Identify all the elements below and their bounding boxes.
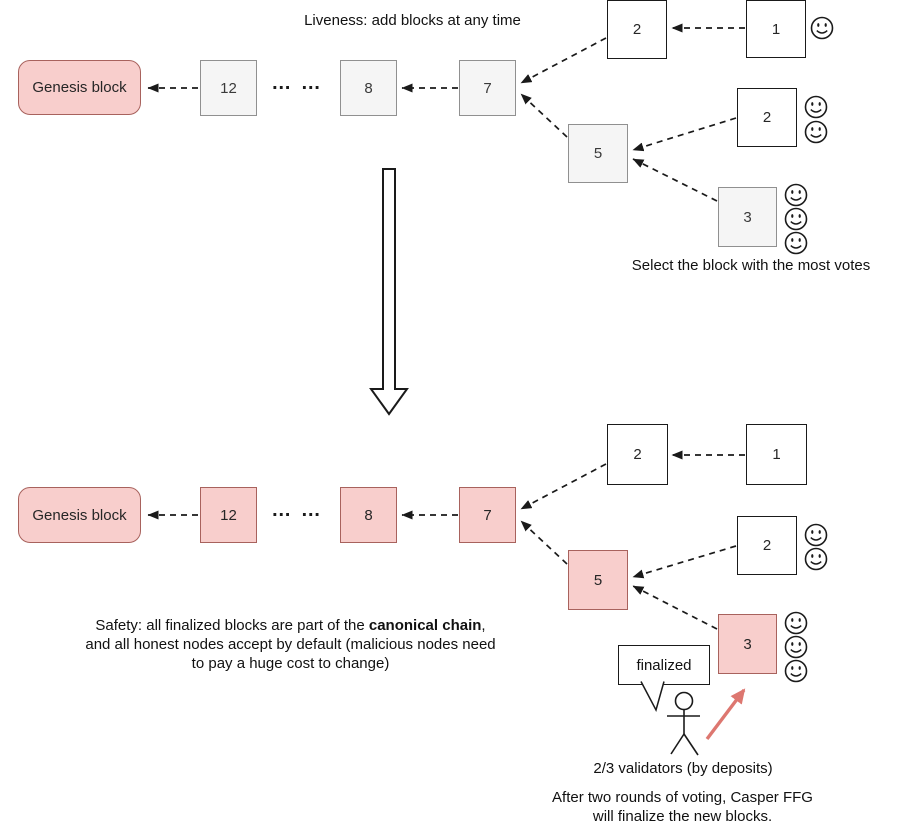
finalized-speech-bubble: finalized <box>618 645 710 685</box>
connector-2v-to-5-bottom <box>633 546 736 577</box>
stick-figure-leg-left <box>671 734 684 754</box>
stick-figure-head <box>676 693 693 710</box>
smiley-face-icon <box>806 122 827 143</box>
chain-ellipsis-bottom: … … <box>271 499 323 521</box>
block-3-bottom: 3 <box>718 614 777 674</box>
block-2-votes-bottom: 2 <box>737 516 797 575</box>
block-3-top: 3 <box>718 187 777 247</box>
footer-line1: After two rounds of voting, Casper FFG <box>552 789 813 806</box>
block-12-top: 12 <box>200 60 257 116</box>
block-7-top: 7 <box>459 60 516 116</box>
block-2-bottom: 2 <box>607 424 668 485</box>
connector-5-to-7-bottom <box>521 521 567 564</box>
smiley-face-icon <box>786 613 807 634</box>
stick-figure-leg-right <box>684 734 698 755</box>
safety-line1-prefix: Safety: all finalized blocks are part of the <box>95 617 369 634</box>
smiley-face-icon <box>806 525 827 546</box>
safety-line2: and all honest nodes accept by default (malicious nodes need <box>85 636 496 653</box>
connector-2-to-7-bottom <box>521 464 606 509</box>
safety-line1-suffix: , <box>481 617 486 634</box>
block-2-top: 2 <box>607 0 667 59</box>
select-votes-caption: Select the block with the most votes <box>631 257 871 274</box>
block-5-top: 5 <box>568 124 628 183</box>
smiley-face-icon <box>806 549 827 570</box>
genesis-block-top: Genesis block <box>18 60 141 115</box>
footer-line2: will finalize the new blocks. <box>592 808 773 821</box>
block-1-bottom: 1 <box>746 424 807 485</box>
safety-line3: to pay a huge cost to change) <box>191 655 390 672</box>
safety-note <box>38 616 543 673</box>
smiley-face-icon <box>786 233 807 254</box>
block-2-votes-top: 2 <box>737 88 797 147</box>
smiley-face-icon <box>786 637 807 658</box>
validators-caption: 2/3 validators (by deposits) <box>593 760 773 777</box>
block-8-bottom: 8 <box>340 487 397 543</box>
finalize-red-arrow <box>707 690 744 739</box>
genesis-block-bottom: Genesis block <box>18 487 141 543</box>
chain-ellipsis-top: … … <box>271 72 323 94</box>
block-1-top: 1 <box>746 0 806 58</box>
smiley-face-icon <box>786 185 807 206</box>
smiley-face-icon <box>812 18 833 39</box>
connector-5-to-7-top <box>521 94 567 137</box>
speech-bubble-tail <box>641 682 664 711</box>
block-8-top: 8 <box>340 60 397 116</box>
transition-down-arrow <box>371 169 407 414</box>
liveness-title: Liveness: add blocks at any time <box>304 12 521 29</box>
connector-3-to-5-bottom <box>633 586 717 629</box>
safety-line1-bold: canonical chain <box>368 617 482 634</box>
block-5-bottom: 5 <box>568 550 628 610</box>
connector-3-to-5-top <box>633 159 717 201</box>
connector-2-to-7-top <box>521 38 606 83</box>
connector-2v-to-5-top <box>633 118 736 150</box>
smiley-face-icon <box>806 97 827 118</box>
block-7-bottom: 7 <box>459 487 516 543</box>
block-12-bottom: 12 <box>200 487 257 543</box>
validator-stick-figure <box>667 693 700 756</box>
smiley-face-icon <box>786 661 807 682</box>
smiley-face-icon <box>786 209 807 230</box>
